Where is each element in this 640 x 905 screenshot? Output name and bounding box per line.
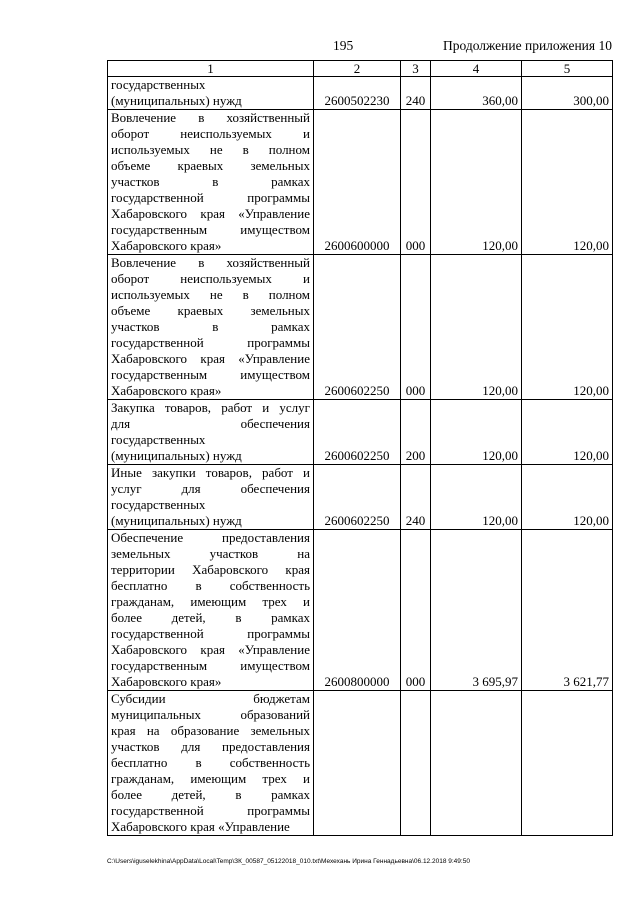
column-header: 1 [108,61,314,77]
description-line: Хабаровского края» [111,238,222,253]
column-header: 5 [522,61,613,77]
description-line: государственных [111,432,206,447]
description-line: бесплатно в собственность [111,578,310,593]
description-line: края на образование земельных [111,723,310,738]
description-line: земельных участков на [111,546,310,561]
row-description [108,77,314,110]
description-line: более детей, в рамках [111,787,310,802]
expense-type-code: 000 [401,110,431,255]
description-line: Хабаровского края» [111,383,222,398]
description-line: территории Хабаровского края [111,562,310,577]
description-line: Вовлечение в хозяйственный [111,110,310,125]
description-line: государственных [111,497,206,512]
description-line: бесплатно в собственность [111,755,310,770]
row-description [108,110,314,255]
description-line: услуг для обеспечения [111,481,310,496]
amount-year-1 [431,691,522,836]
expense-type-code: 240 [401,465,431,530]
description-line: государственной программы [111,335,310,350]
description-line: Иные закупки товаров, работ и [111,465,310,480]
table-row [108,400,613,465]
table-row [108,77,613,110]
description-line: используемых не в полном [111,142,310,157]
expense-type-code: 000 [401,255,431,400]
amount-year-2: 120,00 [522,255,613,400]
description-line: государственной программы [111,190,310,205]
target-article-code: 2600602250 [314,255,401,400]
appendix-continuation-label: Продолжение приложения 10 [442,38,612,53]
description-line: Хабаровского края «Управление [111,819,290,834]
row-description [108,691,314,836]
description-line: государственной программы [111,626,310,641]
description-line: (муниципальных) нужд [111,448,242,463]
description-line: Субсидии бюджетам [111,691,310,706]
description-line: оборот неиспользуемых и [111,271,310,286]
file-path-footer: C:\Users\iguselekhina\AppData\Local\Temp\ЗК_00587_05122018_010.txt\Мехехань Ирина Геннадьевна\06.12.2018 9:49:50 [107,858,470,865]
description-line: Вовлечение в хозяйственный [111,255,310,270]
amount-year-2: 300,00 [522,77,613,110]
target-article-code: 2600602250 [314,400,401,465]
amount-year-1: 120,00 [431,255,522,400]
table-row [108,110,613,255]
budget-table [107,60,613,836]
expense-type-code: 200 [401,400,431,465]
description-line: (муниципальных) нужд [111,93,242,108]
description-line: участков в рамках [111,319,310,334]
target-article-code [314,691,401,836]
amount-year-2 [522,691,613,836]
description-line: государственным имуществом [111,222,310,237]
target-article-code: 2600600000 [314,110,401,255]
amount-year-1: 360,00 [431,77,522,110]
column-header: 3 [401,61,431,77]
description-line: государственным имуществом [111,658,310,673]
target-article-code: 2600800000 [314,530,401,691]
description-line: государственным имуществом [111,367,310,382]
amount-year-2: 120,00 [522,465,613,530]
amount-year-2: 3 621,77 [522,530,613,691]
description-line: участков в рамках [111,174,310,189]
row-description [108,255,314,400]
description-line: более детей, в рамках [111,610,310,625]
table-row [108,691,613,836]
description-line: (муниципальных) нужд [111,513,242,528]
description-line: используемых не в полном [111,287,310,302]
description-line: объеме краевых земельных [111,158,310,173]
page-number: 195 [333,38,354,53]
description-line: гражданам, имеющим трех и [111,594,310,609]
description-line: Хабаровского края «Управление [111,351,310,366]
table-row [108,255,613,400]
description-line: государственных [111,77,206,92]
table-row [108,530,613,691]
description-line: Обеспечение предоставления [111,530,310,545]
expense-type-code: 000 [401,530,431,691]
description-line: Хабаровского края» [111,674,222,689]
target-article-code: 2600602250 [314,465,401,530]
description-line: участков для предоставления [111,739,310,754]
description-line: Закупка товаров, работ и услуг [111,400,310,415]
expense-type-code: 240 [401,77,431,110]
amount-year-1: 120,00 [431,110,522,255]
description-line: оборот неиспользуемых и [111,126,310,141]
row-description [108,465,314,530]
amount-year-2: 120,00 [522,400,613,465]
amount-year-1: 3 695,97 [431,530,522,691]
table-header-row [108,61,613,77]
description-line: муниципальных образований [111,707,310,722]
description-line: Хабаровского края «Управление [111,206,310,221]
expense-type-code [401,691,431,836]
description-line: государственной программы [111,803,310,818]
amount-year-1: 120,00 [431,465,522,530]
table-row [108,465,613,530]
column-header: 4 [431,61,522,77]
row-description [108,530,314,691]
column-header: 2 [314,61,401,77]
row-description [108,400,314,465]
description-line: Хабаровского края «Управление [111,642,310,657]
amount-year-2: 120,00 [522,110,613,255]
amount-year-1: 120,00 [431,400,522,465]
description-line: для обеспечения [111,416,310,431]
description-line: объеме краевых земельных [111,303,310,318]
description-line: гражданам, имеющим трех и [111,771,310,786]
target-article-code: 2600502230 [314,77,401,110]
